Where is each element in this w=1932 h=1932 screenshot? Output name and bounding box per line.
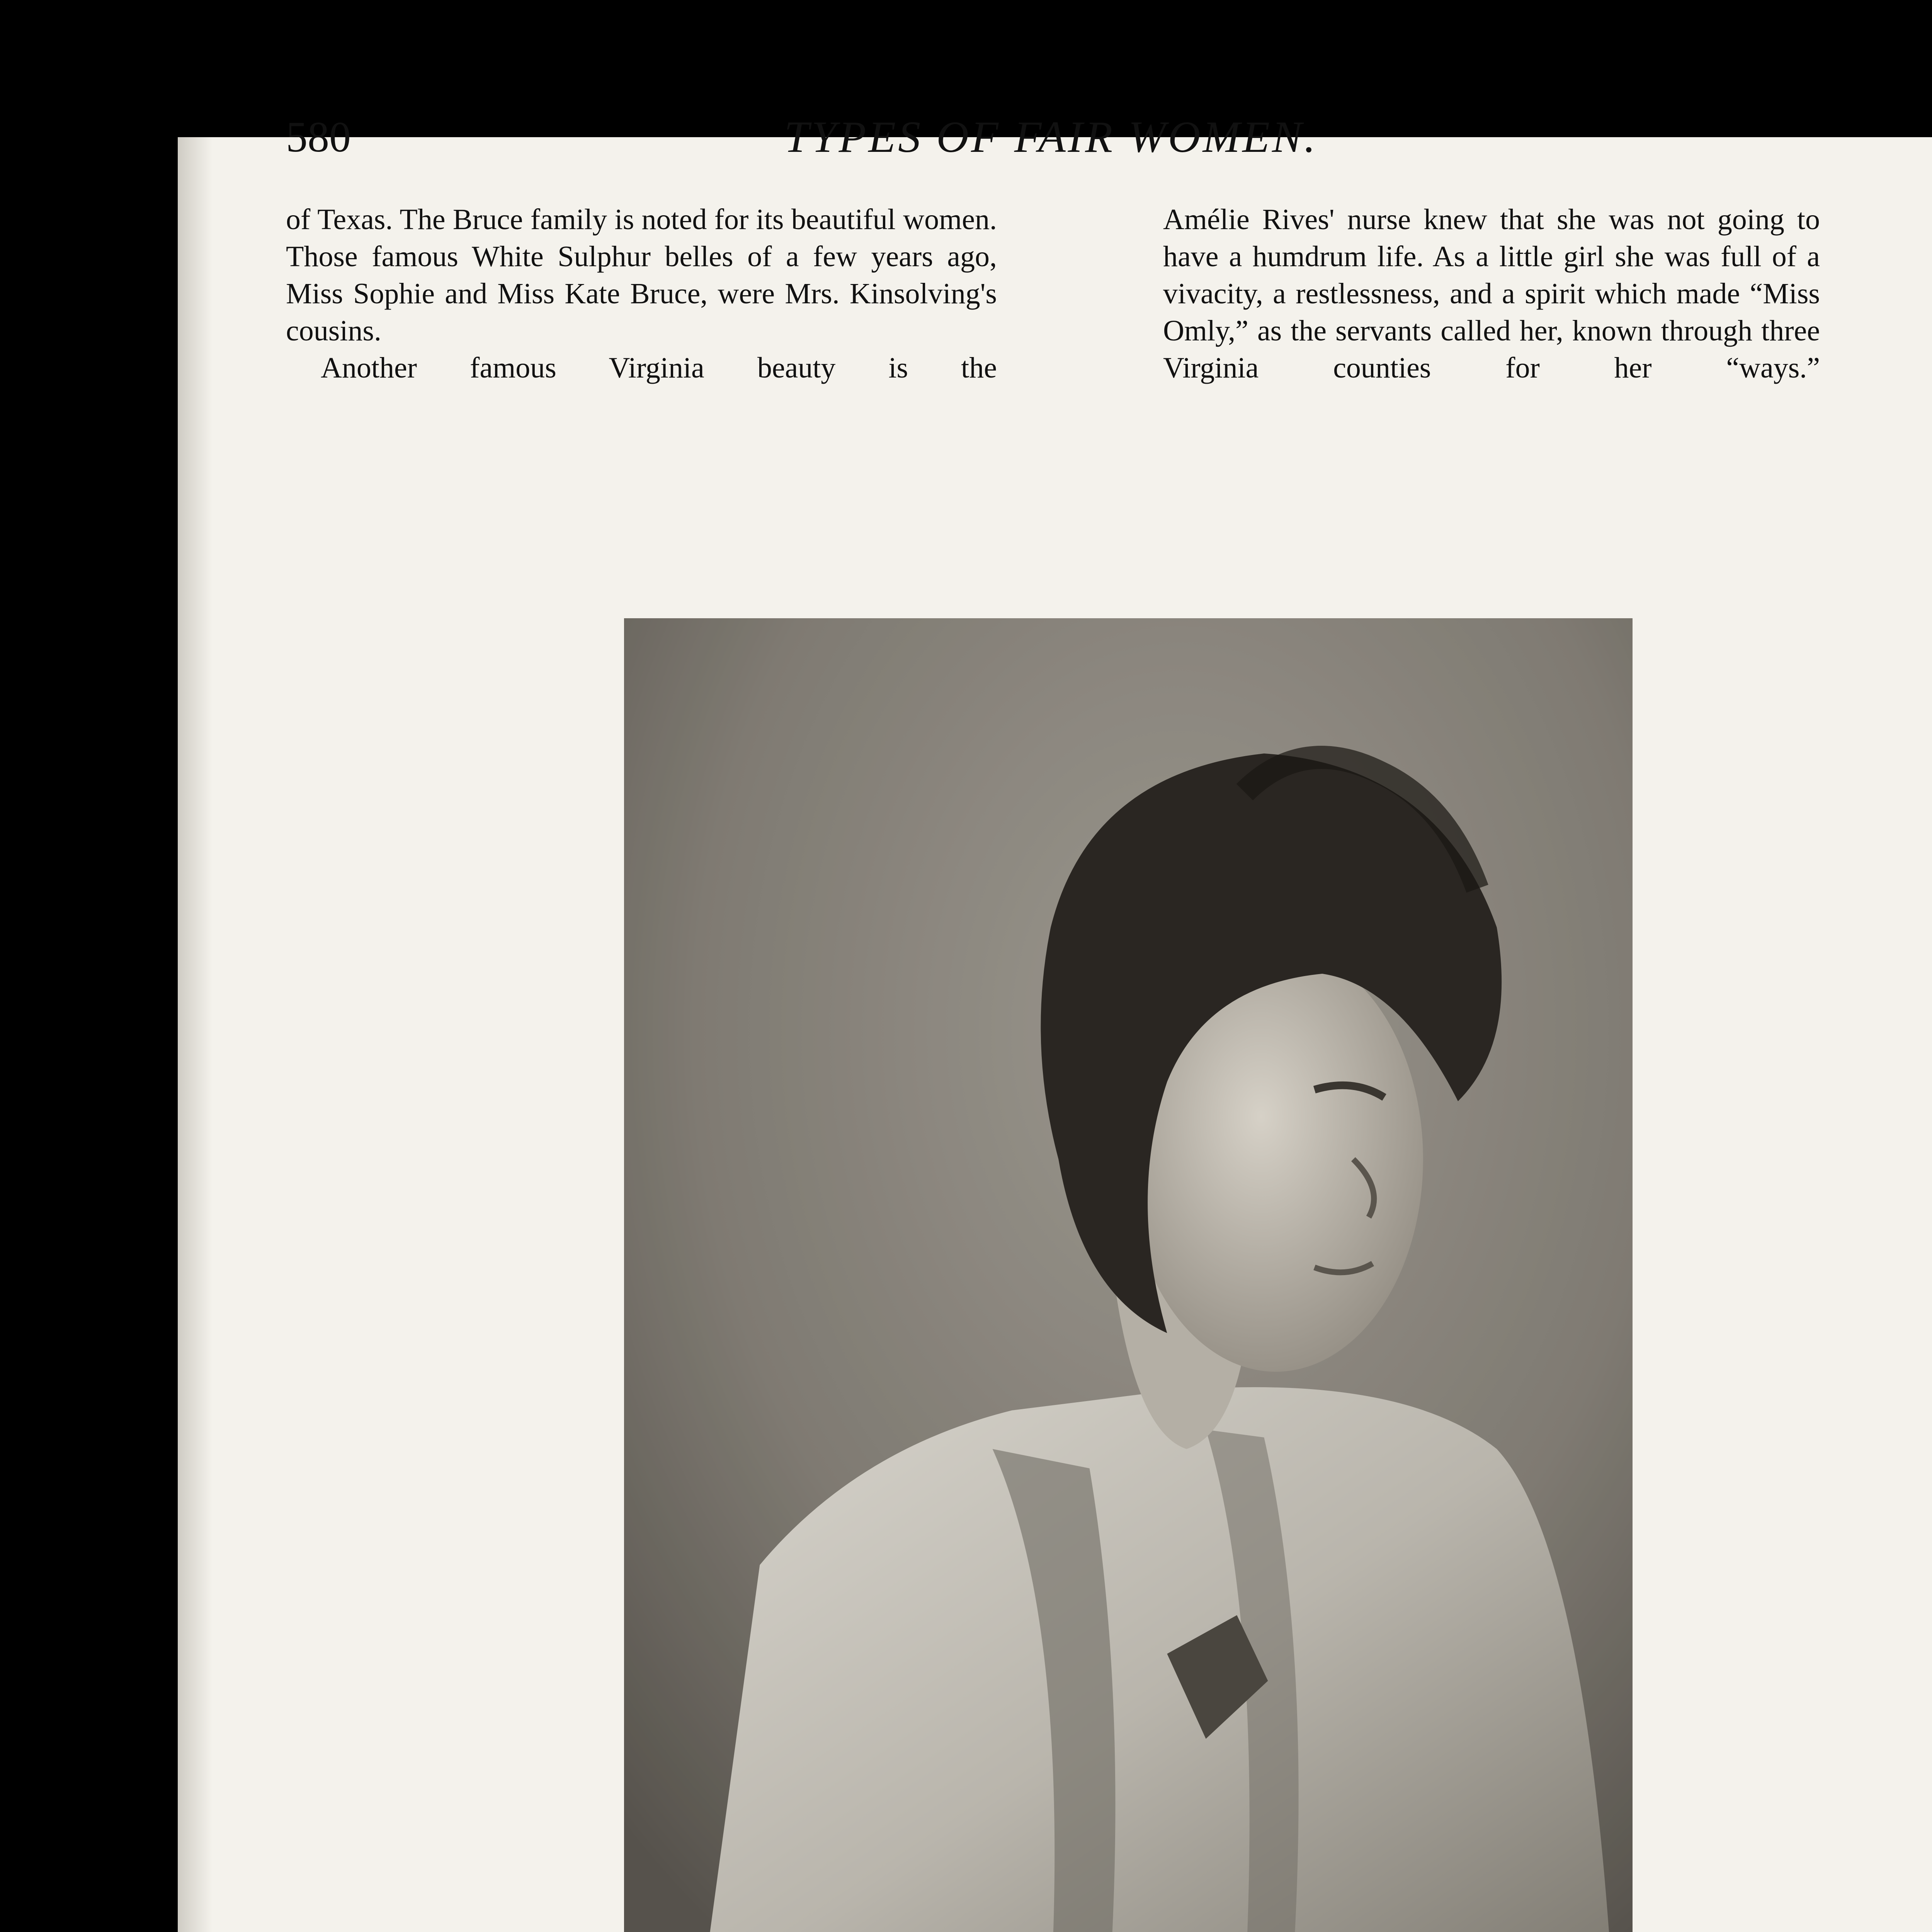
paragraph: of Texas. The Bruce family is noted for its beautiful women. Those famous White Sulphur belles of a few years ago, Miss Sophie and Miss Kate Bruce, were Mrs. Kinsolving's cousins.	[286, 203, 997, 347]
running-title: TYPES OF FAIR WOMEN.	[784, 112, 1318, 162]
top-left-column	[286, 201, 997, 386]
page-header	[286, 112, 1816, 162]
page-number: 580	[286, 113, 351, 161]
portrait-photograph	[624, 618, 1633, 1932]
top-right-column	[1163, 201, 1820, 386]
binding-gutter	[178, 137, 213, 1932]
paragraph: Another famous Virginia beauty is the	[321, 352, 997, 384]
paragraph: Amélie Rives' nurse knew that she was not going to have a humdrum life. As a little girl she was full of a vivacity, a restlessness, and a spirit which made “Miss Omly,” as the servants called her, known through three Virginia counties for her “ways.”	[1163, 203, 1820, 384]
portrait-image	[624, 618, 1633, 1932]
